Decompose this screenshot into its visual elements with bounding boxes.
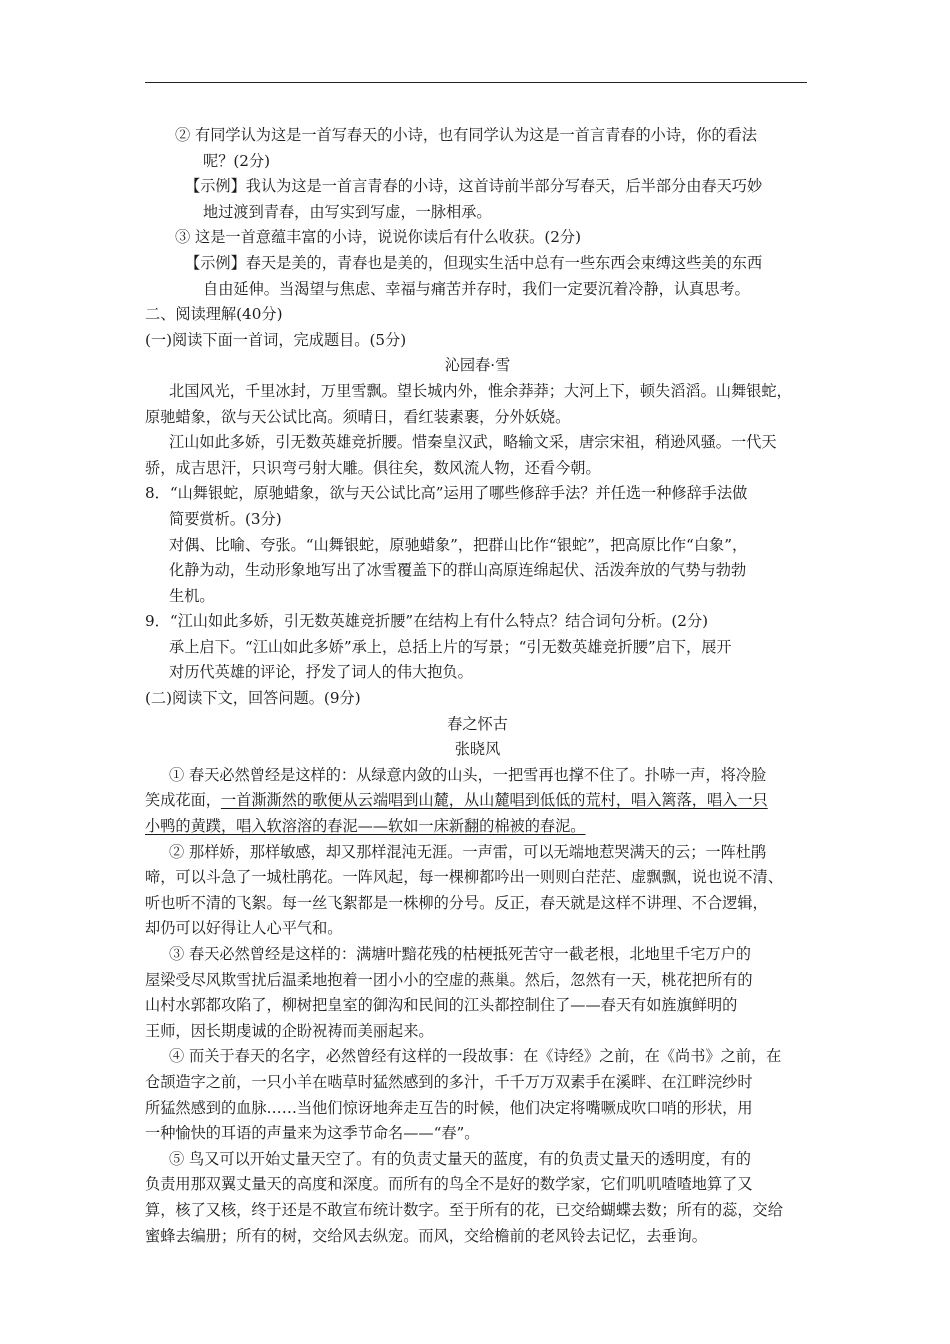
- answer-8-line-2: 化静为动，生动形象地写出了冰雪覆盖下的群山高原连绵起伏、活泼奔放的气势与勃勃: [169, 561, 747, 580]
- essay-line: 啼，可以斗急了一城杜鹃花。一阵风起，每一棵柳都吟出一则则白茫茫、虚飘飘，说也说不清、: [145, 868, 783, 887]
- question-3-line-1: ③ 这是一首意蕴丰富的小诗，说说你读后有什么收获。(2分): [175, 228, 582, 247]
- answer-9-line-2: 对历代英雄的评论，抒发了词人的伟大抱负。: [169, 663, 473, 682]
- essay-line: ③ 春天必然曾经是这样的：满塘叶黯花残的枯梗抵死苦守一截老根，北地里千宅万户的: [169, 945, 751, 963]
- section-heading: 二、阅读理解(40分): [145, 305, 283, 324]
- answer-8-line-3: 生机。: [169, 586, 215, 605]
- underlined-sentence: 一首澌澌然的歌便从云端唱到山麓，从山麓唱到低低的荒村，唱入篱落，唱入一只: [220, 791, 768, 810]
- subsection-1-instruction: (一)阅读下面一首词，完成题目。(5分): [145, 330, 407, 349]
- essay-line: 蜜蜂去编册；所有的树，交给风去纵宠。而风，交给檐前的老风铃去记忆，去垂询。: [145, 1226, 707, 1245]
- essay-line: [145, 814, 810, 840]
- essay-line: 屋梁受尽风欺雪扰后温柔地抱着一团小小的空虚的燕巢。然后，忽然有一天，桃花把所有的: [145, 970, 753, 989]
- poem-line: 江山如此多娇，引无数英雄竞折腰。惜秦皇汉武，略输文采，唐宗宋祖，稍逊风骚。一代天: [169, 433, 777, 452]
- essay-line: 王师，因长期虔诚的企盼祝祷而美丽起来。: [145, 1021, 434, 1040]
- answer-2-line-2: 地过渡到青春，由写实到写虚，一脉相承。: [203, 202, 492, 221]
- essay-line: ① 春天必然曾经是这样的：从绿意内敛的山头，一把雪再也撑不住了。扑哧一声，将冷脸: [169, 765, 767, 784]
- poem-line: 原驰蜡象，欲与天公试比高。须晴日，看红装素裹，分外妖娆。: [145, 407, 571, 426]
- answer-9-line-1: 承上启下。“江山如此多娇”承上，总括上片的写景；“引无数英雄竞折腰”启下，展开: [169, 637, 732, 656]
- poem-title: 沁园春·雪: [444, 356, 511, 375]
- question-9-line-1: 9．“江山如此多娇，引无数英雄竞折腰”在结构上有什么特点？结合词句分析。(2分): [145, 612, 709, 631]
- essay-line: ⑤ 鸟又可以开始丈量天空了。有的负责丈量天的蓝度，有的负责丈量天的透明度，有的: [169, 1149, 751, 1168]
- essay-line: ④ 而关于春天的名字，必然曾经有这样的一段故事：在《诗经》之前，在《尚书》之前，在: [169, 1047, 782, 1066]
- answer-3-line-2: 自由延伸。当渴望与焦虑、幸福与痛苦并存时，我们一定要沉着冷静，认真思考。: [203, 279, 750, 298]
- essay-author: 张晓风: [454, 740, 501, 759]
- essay-line: 仓颉造字之前，一只小羊在啮草时猛然感到的多汁，千千万万双素手在溪畔、在江畔浣纱时: [145, 1072, 753, 1091]
- essay-line: 所猛然感到的血脉……当他们惊讶地奔走互告的时候，他们决定将嘴噘成吹口哨的形状，用: [145, 1098, 753, 1117]
- answer-3-line-1: 【示例】春天是美的，青春也是美的，但现实生活中总有一些东西会束缚这些美的东西: [185, 253, 763, 272]
- essay-line: ② 那样娇，那样敏感，却又那样混沌无涯。一声雷，可以无端地惹哭满天的云；一阵杜鹃: [169, 842, 767, 861]
- essay-line: 听也听不清的飞絮。每一丝飞絮都是一株柳的分号。反正，春天就是这样不讲理、不合逻辑，: [145, 893, 768, 912]
- document-body: [145, 123, 810, 1249]
- essay-line: 山村水郭都攻陷了，柳树把皇室的御沟和民间的江头都控制住了——春天有如旌旗鲜明的: [145, 996, 738, 1015]
- essay-line: 却仍可以好得让人心平气和。: [145, 919, 343, 938]
- essay-text: 笑成花面，: [145, 791, 221, 810]
- answer-2-line-1: 【示例】我认为这是一首言青春的小诗，这首诗前半部分写春天，后半部分由春天巧妙: [185, 177, 763, 196]
- essay-line: 负责用那双翼丈量天的高度和深度。而所有的鸟全不是好的数学家，它们叽叽喳喳地算了又: [145, 1175, 753, 1194]
- question-8-line-1: 8．“山舞银蛇，原驰蜡象，欲与天公试比高”运用了哪些修辞手法？并任选一种修辞手法做: [145, 484, 748, 503]
- poem-line: 骄，成吉思汗，只识弯弓射大雕。俱往矣，数风流人物，还看今朝。: [145, 458, 601, 477]
- essay-line: 一种愉快的耳语的声量来为这季节命名——“春”。: [145, 1124, 480, 1143]
- question-2-line-1: ② 有同学认为这是一首写春天的小诗，也有同学认为这是一首言青春的小诗，你的看法: [175, 126, 757, 144]
- question-8-line-2: 简要赏析。(3分): [169, 509, 282, 528]
- subsection-2-instruction: (二)阅读下文，回答问题。(9分): [145, 689, 361, 708]
- question-2-line-2: 呢？(2分): [203, 151, 271, 170]
- essay-title: 春之怀古: [447, 714, 508, 733]
- poem-line: 北国风光，千里冰封，万里雪飘。望长城内外，惟余莽莽；大河上下，顿失滔滔。山舞银蛇，: [169, 381, 792, 400]
- header-rule: [145, 82, 807, 83]
- essay-line: 算，核了又核，终于还是不敢宣布统计数字。至于所有的花，已交给蝴蝶去数；所有的蕊，交给: [145, 1200, 783, 1219]
- underlined-sentence: 小鸭的黄蹼，唱入软溶溶的春泥——软如一床新翻的棉被的春泥。: [145, 817, 586, 836]
- essay-line: [145, 788, 810, 814]
- answer-8-line-1: 对偶、比喻、夸张。“山舞银蛇，原驰蜡象”，把群山比作“银蛇”，把高原比作“白象”，: [169, 535, 748, 554]
